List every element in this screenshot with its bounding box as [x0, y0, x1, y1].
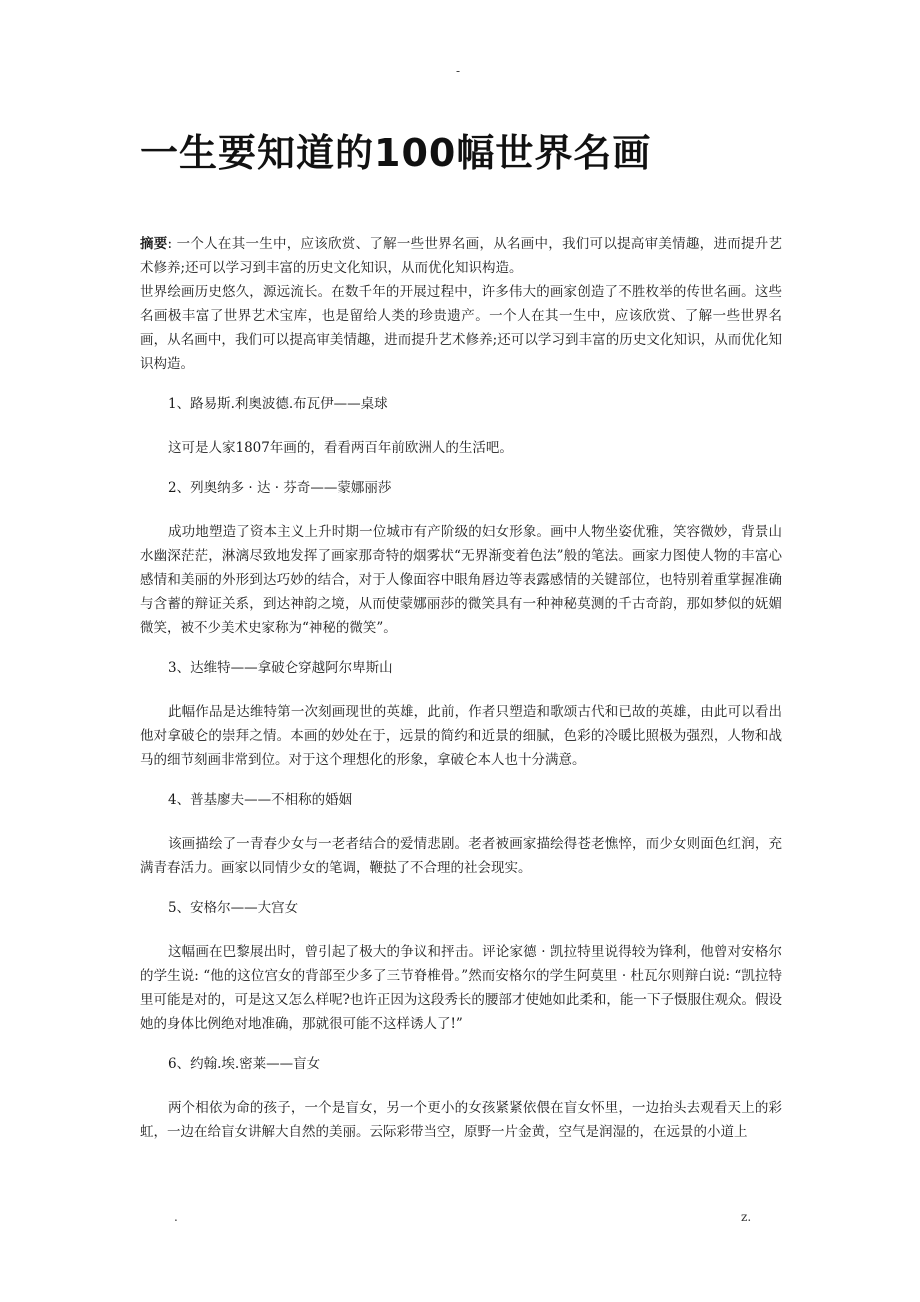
page-footer-left: . — [174, 1210, 178, 1224]
section-body: 该画描绘了一青春少女与一老者结合的爱情悲剧。老者被画家描绘得苍老憔悴，而少女则面色红润，充满青春活力。画家以同情少女的笔调，鞭挞了不合理的社会现实。 — [140, 836, 782, 876]
abstract-text: : 一个人在其一生中，应该欣赏、了解一些世界名画，从名画中，我们可以提高审美情趣，进而提升艺术修养;还可以学习到丰富的历史文化知识，从而优化知识构造。 — [140, 236, 782, 276]
intro-paragraph: 世界绘画历史悠久，源远流长。在数千年的开展过程中，许多伟大的画家创造了不胜枚举的传世名画。这些名画极丰富了世界艺术宝库，也是留给人类的珍贵遗产。一个人在其一生中，应该欣赏、了解一些世界名画，从名画中，我们可以提高审美情趣，进而提升艺术修养;还可以学习到丰富的历史文化知识，从而优化知识构造。 — [140, 284, 782, 372]
page-footer-right: z. — [741, 1210, 752, 1224]
section-heading: 1、路易斯.利奥波德.布瓦伊——桌球 — [168, 396, 388, 412]
abstract-label: 摘要 — [140, 236, 168, 252]
section-body: 这可是人家1807年画的，看看两百年前欧洲人的生活吧。 — [168, 440, 513, 456]
section-heading: 2、列奥纳多 · 达 · 芬奇——蒙娜丽莎 — [168, 480, 392, 496]
section-body: 成功地塑造了资本主义上升时期一位城市有产阶级的妇女形象。画中人物坐姿优雅，笑容微妙，背景山水幽深茫茫，淋漓尽致地发挥了画家那奇特的烟雾状“无界渐变着色法”般的笔法。画家力图使人物的丰富心感情和美丽的外形到达巧妙的结合，对于人像面容中眼角唇边等表露感情的关键部位，也特别着重掌握准确与含蓄的辩证关系，到达神韵之境，从而使蒙娜丽莎的微笑具有一种神秘莫测的千古奇韵，那如梦似的妩媚微笑，被不少美术史家称为“神秘的微笑”。 — [140, 524, 782, 636]
section-body: 此幅作品是达维特第一次刻画现世的英雄，此前，作者只塑造和歌颂古代和已故的英雄，由此可以看出他对拿破仑的崇拜之情。本画的妙处在于，远景的简约和近景的细腻，色彩的冷暖比照极为强烈，人物和战马的细节刻画非常到位。对于这个理想化的形象，拿破仑本人也十分满意。 — [140, 704, 782, 768]
document-body — [140, 232, 782, 1144]
section-heading: 3、达维特——拿破仑穿越阿尔卑斯山 — [168, 660, 393, 676]
page-header-mark: - — [456, 64, 461, 78]
abstract-paragraph — [140, 232, 782, 280]
section-heading: 5、安格尔——大宫女 — [168, 900, 299, 916]
section-heading: 6、约翰.埃.密莱——盲女 — [168, 1056, 321, 1072]
section-heading: 4、普基廖夫——不相称的婚姻 — [168, 792, 353, 808]
section-body: 两个相依为命的孩子，一个是盲女，另一个更小的女孩紧紧依偎在盲女怀里，一边抬头去观看天上的彩虹，一边在给盲女讲解大自然的美丽。云际彩带当空，原野一片金黄，空气是润湿的，在远景的小道上 — [140, 1100, 782, 1140]
section-body: 这幅画在巴黎展出时，曾引起了极大的争议和抨击。评论家德 · 凯拉特里说得较为锋利，他曾对安格尔的学生说: “他的这位宫女的背部至少多了三节脊椎骨。”然而安格尔的学生阿莫里 · 杜瓦尔则辩白说: “凯拉特里可能是对的，可是这又怎么样呢?也许正因为这段秀长的腰部才使她如此柔和，能一下子慑服住观众。假设她的身体比例绝对地准确，那就很可能不这样诱人了!” — [140, 944, 782, 1032]
document-title: 一生要知道的100幅世界名画 — [140, 131, 652, 175]
